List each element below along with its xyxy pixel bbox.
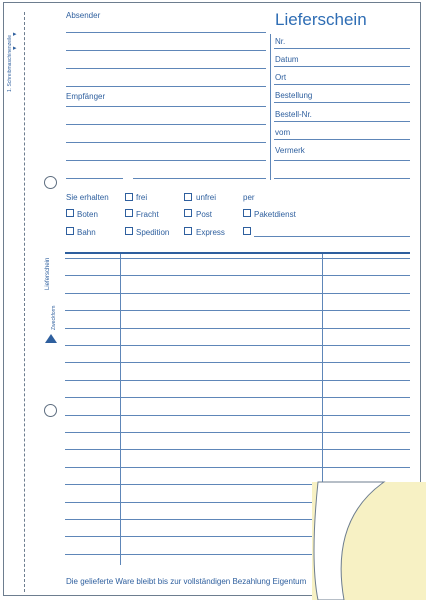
order-label: Bestellung [275,91,313,100]
sender-label: Absender [66,11,101,20]
recipient-label: Empfänger [66,92,106,101]
footer-note: Die gelieferte Ware bleibt bis zur vollständigen Bezahlung Eigentum [66,577,307,586]
rail-label: Bahn [77,228,96,237]
fold-mark-label: 1. Schreibmaschinenzeile [7,35,13,92]
order-number-label: Bestell-Nr. [275,110,312,119]
received-label: Sie erhalten [66,193,109,202]
side-label: Lieferschein [45,257,51,290]
arrow-marker-bottom: ▸ [13,45,17,52]
brand-label: Zweckform [51,305,57,330]
arrow-marker-top: ▸ [13,31,17,38]
parcel-service-label: Paketdienst [254,210,296,219]
free-label: frei [136,193,148,202]
unfree-label: unfrei [196,193,217,202]
from-label: vom [275,128,291,137]
place-label: Ort [275,73,287,82]
number-label: Nr. [275,37,286,46]
date-label: Datum [275,55,299,64]
forwarding-label: Spedition [136,228,170,237]
freight-label: Fracht [136,210,159,219]
note-label: Vermerk [275,146,305,155]
express-label: Express [196,228,225,237]
post-label: Post [196,210,213,219]
per-label: per [243,193,255,202]
messenger-label: Boten [77,210,98,219]
page-title: Lieferschein [275,10,367,29]
